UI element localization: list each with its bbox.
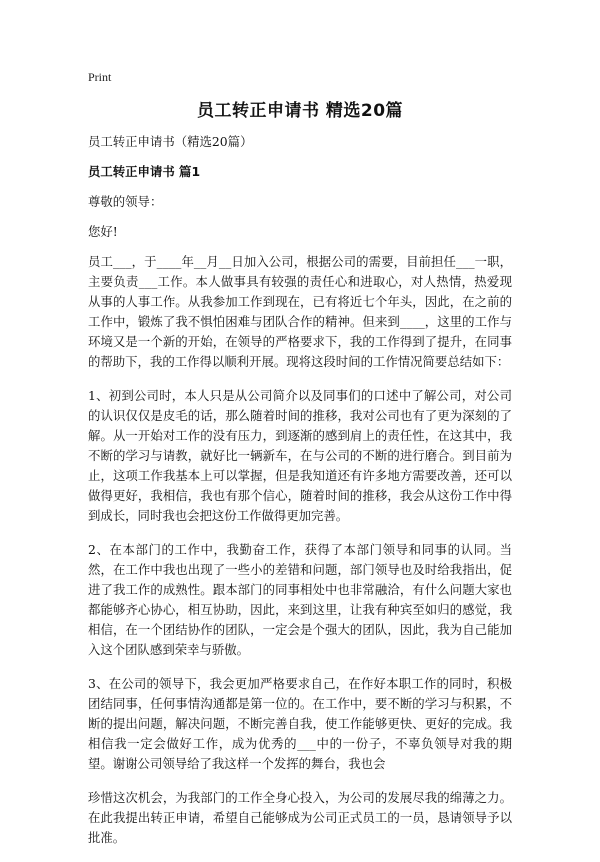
paragraph-point-1: 1、初到公司时，本人只是从公司简介以及同事们的口述中了解公司，对公司的认识仅仅是皮毛的话，那么随着时间的推移，我对公司也有了更为深刻的了解。从一开始对工作的没有压力，到逐渐的感到肩上的责任性，在这其中，我不断的学习与请教，就好比一辆新车，在与公司的不断的进行磨合。到目前为止，这项工作我基本上可以掌握，但是我知道还有许多地方需要改善，还可以做得更好，我相信，我也有那个信心，随着时间的推移，我会从这份工作中得到成长，同时我也会把这份工作做得更加完善。	[88, 388, 512, 523]
section-heading: 员工转正申请书 篇1	[88, 164, 201, 179]
paragraph-intro: 员工___，于____年__月__日加入公司，根据公司的需要，目前担任___一职，主要负责___工作。本人做事具有较强的责任心和进取心，对人热情，热爱现从事的人事工作。从我参加工作到现在，已有将近七个年头，因此，在之前的工作中，锻炼了我不惧怕困难与团队合作的精神。但来到____，这里的工作与环境又是一个新的开始，在领导的严格要求下，我的工作得到了提升，在同事的帮助下，我的工作得以顺利开展。现将这段时间的工作情况简要总结如下：	[88, 254, 512, 369]
document-subtitle: 员工转正申请书（精选20篇）	[88, 134, 253, 149]
paragraph-closing: 珍惜这次机会，为我部门的工作全身心投入，为公司的发展尽我的绵薄之力。在此我提出转正申请，希望自己能够成为公司正式员工的一员，恳请领导予以批准。	[88, 790, 512, 845]
page-title: 员工转正申请书 精选20篇	[196, 101, 404, 121]
document-body	[88, 132, 512, 862]
salutation: 尊敬的领导：	[88, 194, 163, 209]
paragraph-point-2: 2、在本部门的工作中，我勤奋工作，获得了本部门领导和同事的认同。当然，在工作中我也出现了一些小的差错和问题，部门领导也及时给我指出，促进了我工作的成熟性。跟本部门的同事相处中也非常融洽，有什么问题大家也都能够齐心协心，相互协助，因此，来到这里，让我有种宾至如归的感觉，我相信，在一个团结协作的团队，一定会是个强大的团队，因此，我为自己能加入这个团队感到荣幸与骄傲。	[88, 542, 512, 657]
print-label: Print	[88, 70, 112, 84]
greeting: 您好!	[88, 224, 118, 239]
paragraph-point-3: 3、在公司的领导下，我会更加严格要求自己，在作好本职工作的同时，积极团结同事，任何事情沟通都是第一位的。在工作中，要不断的学习与积累，不断的提出问题，解决问题，不断完善自我，使工作能够更快、更好的完成。我相信我一定会做好工作，成为优秀的___中的一份子，不辜负领导对我的期望。谢谢公司领导给了我这样一个发挥的舞台，我也会	[88, 676, 512, 771]
